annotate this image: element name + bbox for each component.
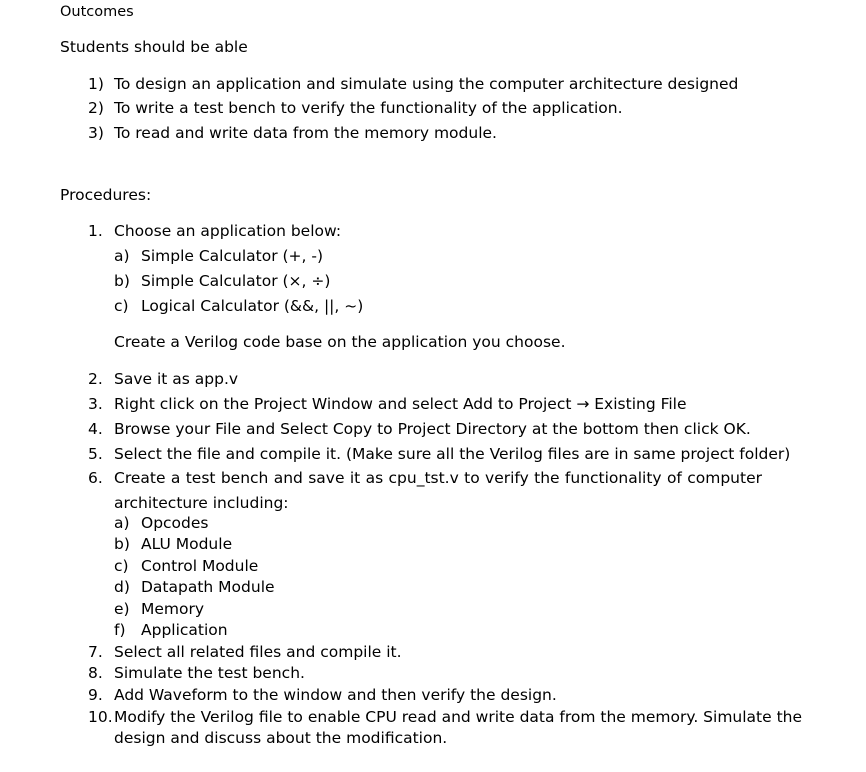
step-number: 1.: [88, 222, 103, 240]
step-text: Select the file and compile it. (Make sure all the Verilog files are in same project folder): [114, 445, 791, 463]
outcome-text: To write a test bench to verify the functionality of the application.: [114, 99, 623, 117]
step-number: 7.: [88, 643, 103, 661]
option-number: a): [114, 247, 130, 265]
step-text: Modify the Verilog file to enable CPU read and write data from the memory. Simulate the: [114, 708, 803, 726]
option-text: Simple Calculator (×, ÷): [141, 272, 331, 290]
subitem-number: c): [114, 557, 129, 575]
option-text: Logical Calculator (&&, ||, ~): [141, 297, 364, 315]
subitem-number: d): [114, 578, 130, 596]
outcome-text: To design an application and simulate using the computer architecture designed: [114, 75, 739, 93]
outcome-number: 1): [88, 75, 104, 93]
subitem-number: f): [114, 621, 126, 639]
step-number: 6.: [88, 469, 103, 487]
step-text: Choose an application below:: [114, 222, 342, 240]
outcomes-intro: Students should be able: [60, 38, 248, 56]
step-text: Simulate the test bench.: [114, 664, 305, 682]
step-text-continued: design and discuss about the modification.: [114, 729, 448, 747]
subitem-text: Application: [141, 621, 228, 639]
step-text: Create a test bench and save it as cpu_tst.v to verify the functionality of computer: [114, 469, 762, 487]
step-text: Select all related files and compile it.: [114, 643, 402, 661]
option-number: b): [114, 272, 130, 290]
subitem-number: a): [114, 514, 130, 532]
step-number: 3.: [88, 395, 103, 413]
option-number: c): [114, 297, 129, 315]
subitem-text: Datapath Module: [141, 578, 275, 596]
subitem-text: ALU Module: [141, 535, 233, 553]
step-number: 4.: [88, 420, 103, 438]
step-text-continued: architecture including:: [114, 494, 289, 512]
outcomes-heading: Outcomes: [60, 4, 134, 20]
subitem-number: b): [114, 535, 130, 553]
step-text: Right click on the Project Window and select Add to Project → Existing File: [114, 395, 687, 413]
subitem-number: e): [114, 600, 130, 618]
step-number: 2.: [88, 370, 103, 388]
step-number: 8.: [88, 664, 103, 682]
step-text: Save it as app.v: [114, 370, 239, 388]
step-text: Add Waveform to the window and then verify the design.: [114, 686, 557, 704]
subitem-text: Control Module: [141, 557, 259, 575]
step-text: Browse your File and Select Copy to Project Directory at the bottom then click OK.: [114, 420, 751, 438]
step-number: 9.: [88, 686, 103, 704]
procedures-heading: Procedures:: [60, 186, 152, 204]
step-number: 5.: [88, 445, 103, 463]
option-text: Simple Calculator (+, -): [141, 247, 324, 265]
outcome-number: 2): [88, 99, 104, 117]
subitem-text: Memory: [141, 600, 205, 618]
outcome-text: To read and write data from the memory module.: [114, 124, 497, 142]
subitem-text: Opcodes: [141, 514, 209, 532]
step-number: 10.: [88, 708, 113, 726]
outcome-number: 3): [88, 124, 104, 142]
step1-note: Create a Verilog code base on the application you choose.: [114, 333, 566, 351]
